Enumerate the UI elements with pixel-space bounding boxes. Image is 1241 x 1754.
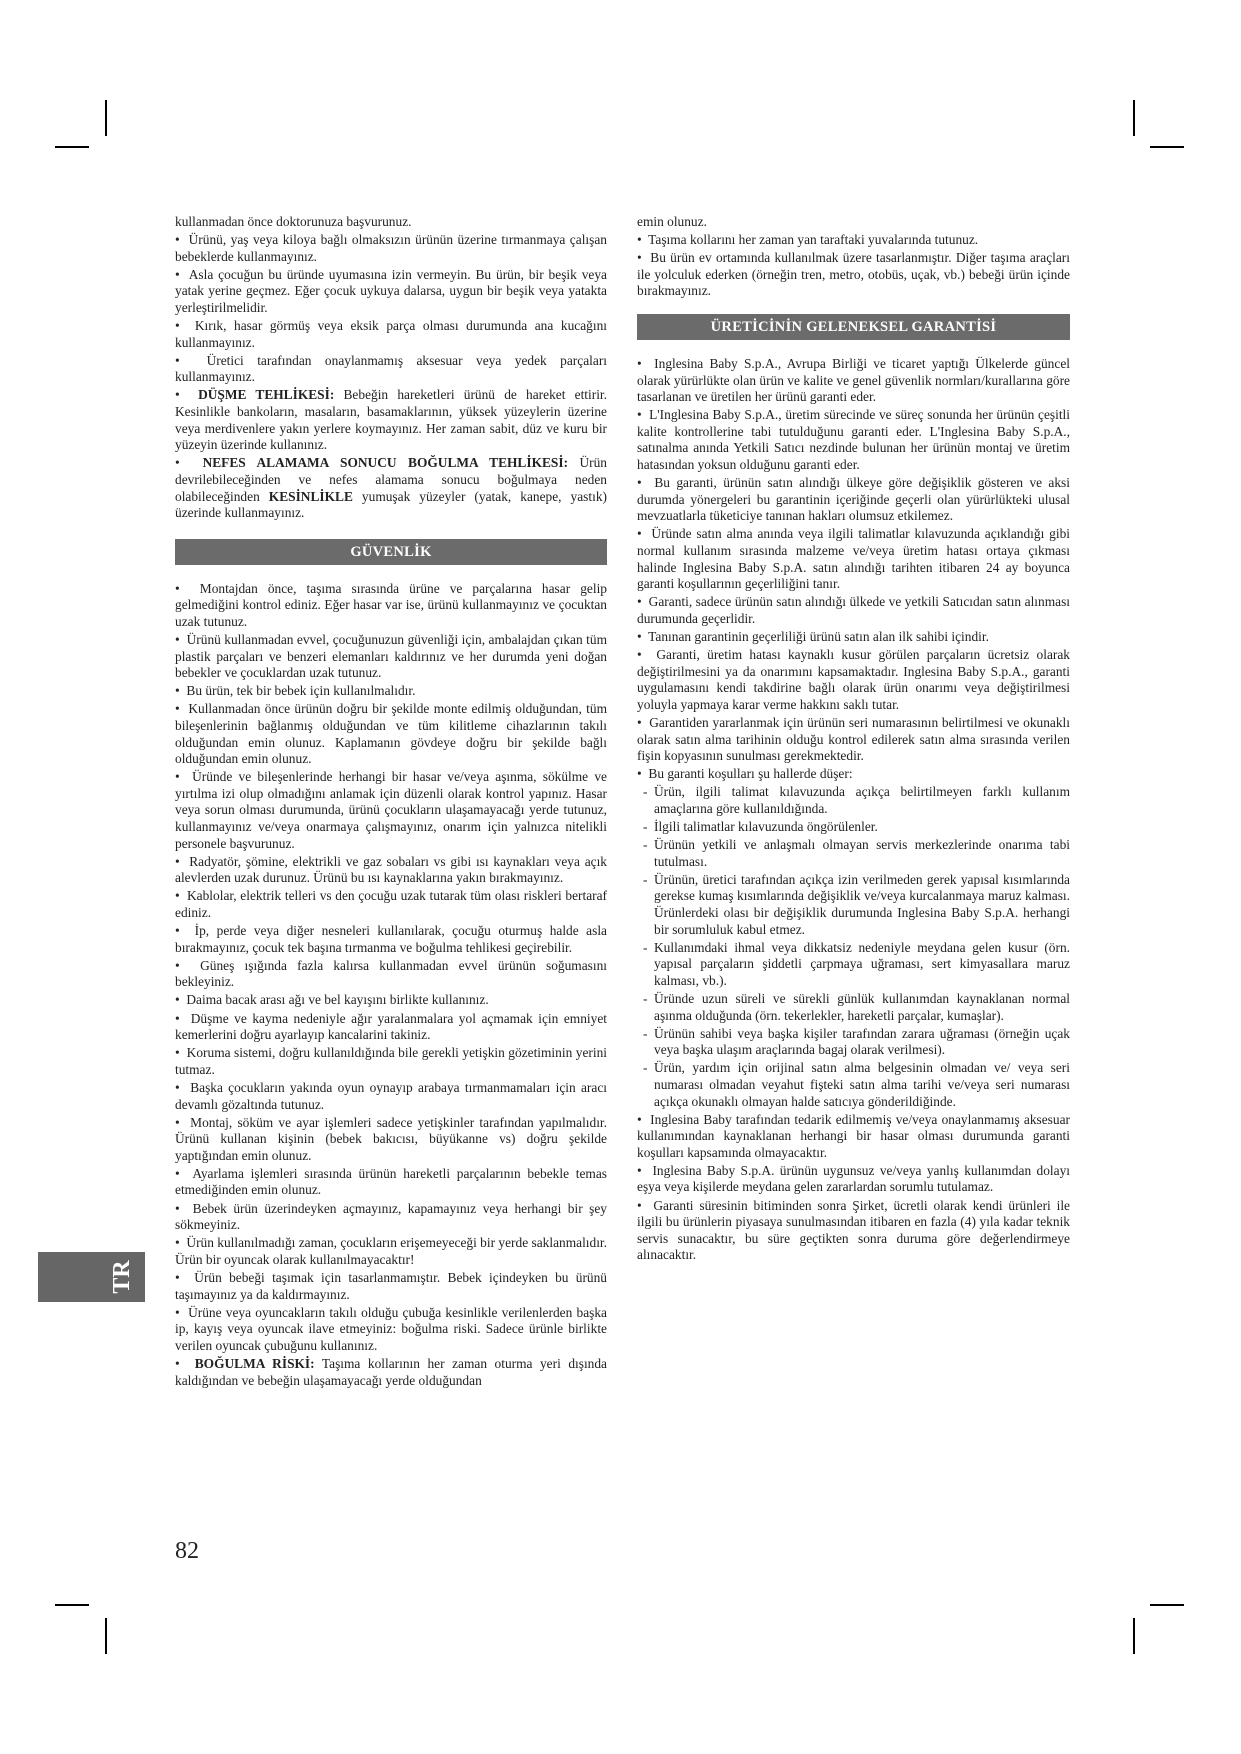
paragraph: • Inglesina Baby S.p.A., Avrupa Birliği ve ticaret yaptığı Ülkelerde güncel olarak yürürlükte olan ürün ve kalite ve genel güvenlik normları/kurallarına göre tasarlanan ve üretilen her ürünü garanti eder. bbox=[637, 355, 1070, 405]
crop-mark bbox=[1150, 146, 1184, 148]
paragraph: • Garanti süresinin bitiminden sonra Şirket, ücretli olarak kendi ürünleri ile ilgili bu ürünlerin piyasaya sunulmasından itibaren en fazla (4) yıla kadar teknik servis sunacaktır, bu süre geçtikten sonra duruma göre değerlendirmeye alınacaktır. bbox=[637, 1197, 1070, 1263]
warranty-closing bbox=[637, 1112, 1070, 1264]
exclusion-item: - Ürün, ilgili talimat kılavuzunda açıkça belirtilmeyen farklı kullanım amaçlarına göre kullanıldığında. bbox=[643, 784, 1070, 816]
paragraph: • Inglesina Baby tarafından tedarik edilmemiş ve/veya onaylanmamış aksesuar kullanımından kaynaklanan herhangi bir hasar olması durumunda garanti koşulları kapsamında olmayacaktır. bbox=[637, 1111, 1070, 1160]
paragraph: • Bu garanti, ürünün satın alındığı ülkeye göre değişiklik gösteren ve aksi durumda yönergeleri bu garantinin içeriğinde geçerli olan yürürlükteki ulusal mevzuatlarla tüketiciye tanınan hakları olumsuz etkilemez. bbox=[637, 475, 1070, 524]
paragraph: • Asla çocuğun bu üründe uyumasına izin vermeyin. Bu ürün, bir beşik veya yatak yerine geçmez. Eğer çocuk uykuya dalarsa, uygun bir beşik veya yatakta yerleştirilmelidir. bbox=[175, 266, 607, 315]
paragraph: • Garanti, sadece ürünün satın alındığı ülkede ve yetkili Satıcıdan satın alınması durumunda geçerlidir. bbox=[637, 594, 1070, 626]
paragraph: • Inglesina Baby S.p.A. ürünün uygunsuz ve/veya yanlış kullanımdan dolayı eşya veya kişilerde meydana gelen zararlardan sorumlu tutulamaz. bbox=[637, 1162, 1070, 1195]
paragraph: • Kablolar, elektrik telleri vs den çocuğu uzak tutarak tüm olası riskleri bertaraf ediniz. bbox=[175, 888, 607, 920]
paragraph: • Ürün bebeği taşımak için tasarlanmamıştır. Bebek içindeyken bu ürünü taşımayınız ya da kaldırmayınız. bbox=[175, 1269, 607, 1302]
language-tab-label: TR bbox=[108, 1260, 135, 1294]
paragraph: • Bu garanti koşulları şu hallerde düşer: bbox=[637, 766, 853, 782]
exclusion-item: - İlgili talimatlar kılavuzunda öngörülenler. bbox=[643, 819, 878, 834]
crop-mark bbox=[55, 146, 89, 148]
left-intro bbox=[175, 214, 607, 522]
exclusion-item: - Ürün, yardım için orijinal satın alma belgesinin olmadan ve/ veya seri numarası olmadan veyahut fişteki satın alma tarihi ve/veya seri numarası açıkça okunaklı olmayan halde satıcıya gönderildiğinde. bbox=[643, 1060, 1070, 1109]
warranty-list bbox=[637, 356, 1070, 783]
exclusion-item: - Ürünün yetkili ve anlaşmalı olmayan servis merkezlerinde onarıma tabi tutulması. bbox=[643, 837, 1070, 869]
crop-mark bbox=[105, 1618, 107, 1654]
paragraph: • Radyatör, şömine, elektrikli ve gaz sobaları vs gibi ısı kaynakları veya açık alevlerden uzak durunuz. Ürünü bu ısı kaynaklarına yakın bırakmayınız. bbox=[175, 853, 607, 886]
paragraph: • Ürün kullanılmadığı zaman, çocukların erişemeyeceği bir yerde saklanmalıdır. Ürün bir oyuncak olarak kullanılmayacaktır! bbox=[175, 1235, 607, 1267]
paragraph: • Üründe ve bileşenlerinde herhangi bir hasar ve/veya aşınma, sökülme ve yırtılma izi olup olmadığını anlamak için düzenli olarak kontrol yapınız. Hasar veya sorun olması durumunda, ürünü çocukların ulaşamayacağı yerde tutunuz, kullanmayınız ve/veya onarmaya çalışmayınız, onarım için yalnızca nitelikli personele başvurunuz. bbox=[175, 769, 607, 851]
crop-mark bbox=[1133, 100, 1135, 136]
exclusion-item: - Ürünün sahibi veya başka kişiler tarafından zarara uğraması (örneğin uçak veya başka ulaşım araçlarında bagaj olarak verilmesi). bbox=[643, 1025, 1070, 1058]
paragraph: • Bebek ürün üzerindeyken açmayınız, kapamayınız veya herhangi bir şey sökmeyiniz. bbox=[175, 1200, 607, 1233]
paragraph: • Tanınan garantinin geçerliliği ürünü satın alan ilk sahibi içindir. bbox=[637, 628, 989, 644]
paragraph: • Montaj, söküm ve ayar işlemleri sadece yetişkinler tarafından yapılmalıdır. Ürünü kullanan kişinin (bebek bakıcısı, büyükanne vs) doğru şekilde yaptığından emin olunuz. bbox=[175, 1114, 607, 1163]
paragraph: • Daima bacak arası ağı ve bel kayışını birlikte kullanınız. bbox=[175, 992, 489, 1008]
paragraph: • Montajdan önce, taşıma sırasında ürüne ve parçalarına hasar gelip gelmediğini kontrol ediniz. Eğer hasar var ise, ürünü kullanmayınız ve çocuktan uzak tutunuz. bbox=[175, 580, 607, 629]
exclusion-item: - Kullanımdaki ihmal veya dikkatsiz nedeniyle meydana gelen kusur (örn. yapısal parçaların şiddetli çarpmaya uğraması, sert kimyasallara maruz kalması, vb.). bbox=[643, 939, 1070, 988]
paragraph: • Garanti, üretim hatası kaynaklı kusur görülen parçaların ücretsiz olarak değiştirilmesini ya da onarımını kapsamaktadır. Inglesina Baby S.p.A., garanti uygulamasını kendi takdirine bağlı olarak ürün onarımı veya değiştirilmesi yoluyla yapmaya karar verme hakkını saklı tutar. bbox=[637, 647, 1070, 712]
section-heading-warranty: ÜRETİCİNİN GELENEKSEL GARANTİSİ bbox=[637, 314, 1070, 340]
exclusion-item: - Ürünün, üretici tarafından açıkça izin verilmeden gerek yapısal kısımlarında gerekse kumaş kısımlarında değişiklik ve/veya kurcalanmaya maruz kalması. Ürünlerdeki olası bir değişiklik durumunda Inglesina Baby S.p.A. herhangi bir sorumluluk kabul etmez. bbox=[643, 871, 1070, 937]
paragraph: • Ürüne veya oyuncakların takılı olduğu çubuğa kesinlikle verilenlerden başka ip, kayış veya oyuncak ilave etmeyiniz: boğulma riski. Sadece ürünle birlikte verilen oyuncak çubuğunu kullanınız. bbox=[175, 1304, 607, 1353]
paragraph: • Ürünü kullanmadan evvel, çocuğunuzun güvenliği için, ambalajdan çıkan tüm plastik parçaları ve benzeri elemanları kaldırınız ve her durumda yeni doğan bebekler ve çocuklardan uzak tutunuz. bbox=[175, 631, 607, 681]
paragraph: emin olunuz. bbox=[637, 214, 707, 229]
paragraph: • Bu ürün ev ortamında kullanılmak üzere tasarlanmıştır. Diğer taşıma araçları ile yolculuk ederken (örneğin tren, metro, otobüs, uçak, vb.) bebeği ürün içinde bırakmayınız. bbox=[637, 250, 1070, 299]
paragraph: • Başka çocukların yakında oyun oynayıp arabaya tırmanmamaları için aracı devamlı gözaltında tutunuz. bbox=[175, 1079, 607, 1112]
left-column bbox=[175, 214, 607, 1391]
crop-mark bbox=[1133, 1618, 1135, 1654]
paragraph: • DÜŞME TEHLİKESİ: Bebeğin hareketleri ürünü de hareket ettirir. Kesinlikle bankoların, masaların, basamaklarının, yüksek yüzeylerin üzerine veya merdivenlere yakın yerlere koymayınız. Her zaman sabit, düz ve kuru bir yüzeyin üzerinde kullanınız. bbox=[175, 387, 607, 453]
paragraph: • Üründe satın alma anında veya ilgili talimatlar kılavuzunda açıklandığı gibi normal kullanım sırasında malzeme ve/veya üretim hatası ortaya çıkması halinde Inglesina Baby S.p.A. satın alındığı tarihten itibaren 24 ay boyunca garanti koşullarının geçerliliğini tanır. bbox=[637, 526, 1070, 592]
paragraph: • Koruma sistemi, doğru kullanıldığında bile gerekli yetişkin gözetiminin yerini tutmaz. bbox=[175, 1045, 607, 1077]
paragraph: • Düşme ve kayma nedeniyle ağır yaralanmalara yol açmamak için emniyet kemerlerini doğru ayarlayıp kancalarini takiniz. bbox=[175, 1010, 607, 1043]
safety-list bbox=[175, 581, 607, 1389]
paragraph: • Kırık, hasar görmüş veya eksik parça olması durumunda ana kucağını kullanmayınız. bbox=[175, 318, 607, 350]
paragraph: • Üretici tarafından onaylanmamış aksesuar veya yedek parçaları kullanmayınız. bbox=[175, 352, 607, 385]
warranty-exclusions bbox=[637, 784, 1070, 1110]
paragraph: • Bu ürün, tek bir bebek için kullanılmalıdır. bbox=[175, 683, 416, 699]
section-heading-safety: GÜVENLİK bbox=[175, 539, 607, 565]
paragraph: • Garantiden yararlanmak için ürünün seri numarasının belirtilmesi ve okunaklı olarak satın alma tarihinin olduğu kontrol edilerek satın alma sırasında verilen fişin kopyasının sunulması gerekmektedir. bbox=[637, 714, 1070, 764]
paragraph: • Güneş ışığında fazla kalırsa kullanmadan evvel ürünün soğumasını bekleyiniz. bbox=[175, 957, 607, 990]
right-column bbox=[637, 214, 1070, 1265]
paragraph: • Taşıma kollarını her zaman yan taraftaki yuvalarında tutunuz. bbox=[637, 232, 979, 248]
exclusion-item: - Üründe uzun süreli ve sürekli günlük kullanımdan kaynaklanan normal aşınma olduğunda (örn. tekerlekler, hareketli parçalar, kumaşlar). bbox=[643, 990, 1070, 1023]
crop-mark bbox=[55, 1604, 89, 1606]
right-intro bbox=[637, 214, 1070, 300]
paragraph: • L'Inglesina Baby S.p.A., üretim sürecinde ve süreç sonunda her ürünün çeşitli kalite kontrollerine tabi tutulduğunu garanti eder. L'Inglesina Baby S.p.A., satınalma anında Yetkili Satıcı nezdinde bulunan her ürünün montaj ve üretim hatasından yoksun olduğunu garanti eder. bbox=[637, 407, 1070, 473]
language-tab bbox=[38, 1252, 145, 1302]
paragraph: • Ayarlama işlemleri sırasında ürünün hareketli parçalarının bebekle temas etmediğinden emin olunuz. bbox=[175, 1165, 607, 1198]
paragraph: • Ürünü, yaş veya kiloya bağlı olmaksızın ürünün üzerine tırmanmaya çalışan bebeklerde kullanmayınız. bbox=[175, 232, 607, 264]
paragraph: • Kullanmadan önce ürünün doğru bir şekilde monte edilmiş olduğundan, tüm bileşenlerinin bağlanmış olduğundan ve tüm kilitleme cihazlarının takılı olduğundan emin olunuz. Kaplamanın gövdeye doğru bir şekilde bağlı olduğundan emin olunuz. bbox=[175, 701, 607, 767]
paragraph: • İp, perde veya diğer nesneleri kullanılarak, çocuğu oturmuş halde asla bırakmayınız, çocuk tek başına tırmanma ve boğulma tehlikesi geçirebilir. bbox=[175, 923, 607, 955]
paragraph: kullanmadan önce doktorunuza başvurunuz. bbox=[175, 214, 412, 229]
paragraph: • NEFES ALAMAMA SONUCU BOĞULMA TEHLİKESİ: Ürün devrilebileceğinden ve nefes alamama sonucu boğulmaya neden olabileceğinden KESİNLİKLE yumuşak yüzeyler (yatak, kanepe, yastık) üzerinde kullanmayınız. bbox=[175, 455, 607, 521]
page-number: 82 bbox=[175, 1538, 199, 1564]
crop-mark bbox=[1150, 1604, 1184, 1606]
paragraph: • BOĞULMA RİSKİ: Taşıma kollarının her zaman oturma yeri dışında kaldığından ve bebeğin ulaşamayacağı yerde olduğundan bbox=[175, 1355, 608, 1388]
crop-mark bbox=[105, 100, 107, 136]
